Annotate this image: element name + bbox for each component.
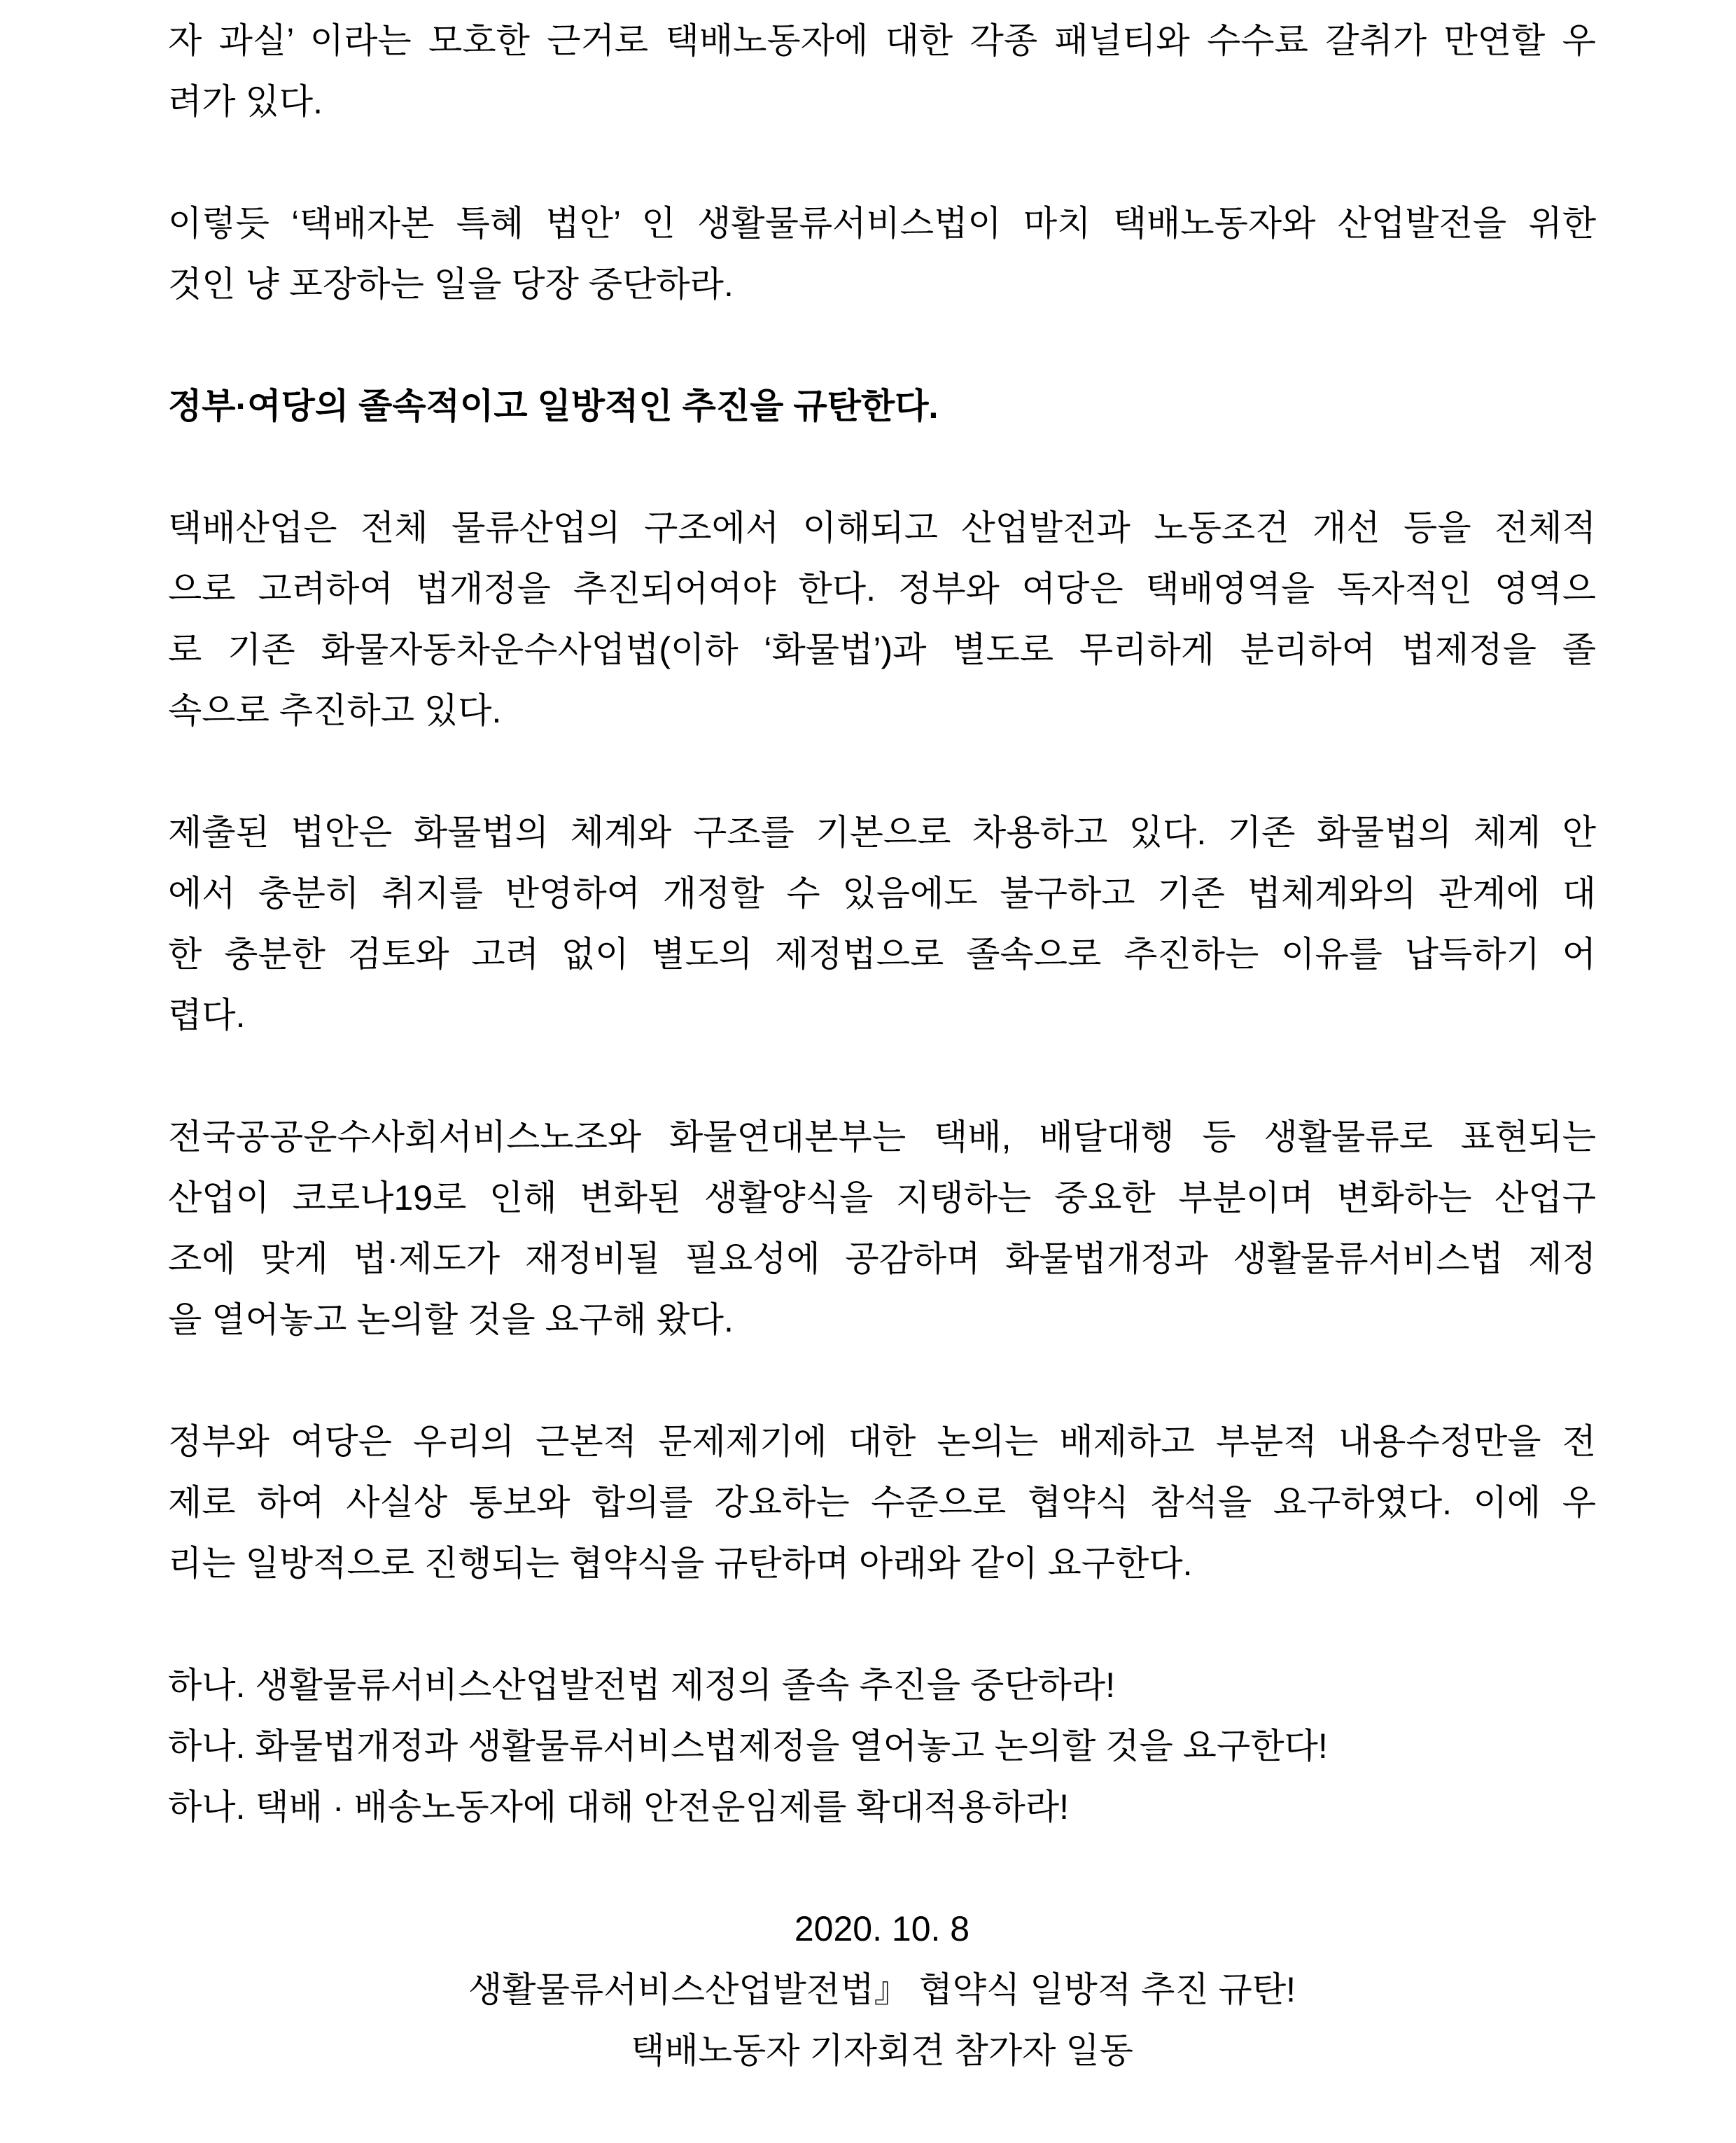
paragraph-bill-structure — [168, 802, 1596, 1046]
paragraph-stop-packaging — [168, 193, 1596, 315]
body-line: 리는 일방적으로 진행되는 협약식을 규탄하며 아래와 같이 요구한다. — [168, 1544, 1193, 1583]
body-line: 을 열어놓고 논의할 것을 요구해 왔다. — [168, 1300, 734, 1339]
demand-line: 하나. 화물법개정과 생활물류서비스법제정을 열어놓고 논의할 것을 요구한다! — [168, 1726, 1328, 1766]
paragraph-industry-structure — [168, 498, 1596, 741]
section-heading-denounce — [168, 376, 1596, 437]
body-line: 정부와 여당은 우리의 근본적 문제제기에 대한 논의는 배제하고 부분적 내용수정만을 전 — [168, 1422, 1596, 1461]
body-line: 제로 하여 사실상 통보와 합의를 강요하는 수준으로 협약식 참석을 요구하였다. 이에 우 — [168, 1483, 1596, 1522]
demand-line: 하나. 택배 · 배송노동자에 대해 안전운임제를 확대적용하라! — [168, 1787, 1069, 1827]
body-line: 에서 충분히 취지를 반영하여 개정할 수 있음에도 불구하고 기존 법체계와의 관계에 대 — [168, 874, 1596, 913]
body-line: 이렇듯 ‘택배자본 특혜 법안’ 인 생활물류서비스법이 마치 택배노동자와 산업발전을 위한 — [168, 204, 1596, 243]
demands-list — [168, 1655, 1596, 1838]
body-line: 로 기존 화물자동차운수사업법(이하 ‘화물법’)과 별도로 무리하게 분리하여 법제정을 졸 — [168, 630, 1596, 669]
body-line: 조에 맞게 법·제도가 재정비될 필요성에 공감하며 화물법개정과 생활물류서비스법 제정 — [168, 1239, 1596, 1278]
heading-line: 정부·여당의 졸속적이고 일방적인 추진을 규탄한다. — [168, 386, 939, 426]
body-line: 것인 냥 포장하는 일을 당장 중단하라. — [168, 265, 734, 304]
body-line: 속으로 추진하고 있다. — [168, 691, 502, 730]
body-line: 택배산업은 전체 물류산업의 구조에서 이해되고 산업발전과 노동조건 개선 등을 전체적 — [168, 508, 1596, 547]
body-line: 려가 있다. — [168, 82, 323, 121]
body-line: 전국공공운수사회서비스노조와 화물연대본부는 택배, 배달대행 등 생활물류로 표현되는 — [168, 1117, 1596, 1157]
paragraph-union-position — [168, 1107, 1596, 1350]
body-line: 제출된 법안은 화물법의 체계와 구조를 기본으로 차용하고 있다. 기존 화물법의 체계 안 — [168, 813, 1596, 852]
body-line: 산업이 코로나19로 인해 변화된 생활양식을 지탱하는 중요한 부분이며 변화하는 산업구 — [168, 1178, 1596, 1217]
paragraph-government-exclusion — [168, 1411, 1596, 1594]
body-line: 으로 고려하여 법개정을 추진되어여야 한다. 정부와 여당은 택배영역을 독자적인 영역으 — [168, 569, 1596, 608]
demand-line: 하나. 생활물류서비스산업발전법 제정의 졸속 추진을 중단하라! — [168, 1666, 1116, 1705]
signatory-line: 택배노동자 기자회견 참가자 일동 — [631, 2031, 1133, 2070]
body-line: 한 충분한 검토와 고려 없이 별도의 제정법으로 졸속으로 추진하는 이유를 납득하기 어 — [168, 935, 1596, 974]
body-line: 렵다. — [168, 996, 246, 1035]
slogan-line: 생활물류서비스산업발전법』 협약식 일방적 추진 규탄! — [468, 1970, 1296, 2009]
body-line: 자 과실’ 이라는 모호한 근거로 택배노동자에 대한 각종 패널티와 수수료 갈취가 만연할 우 — [168, 21, 1596, 60]
date-line: 2020. 10. 8 — [794, 1909, 970, 1948]
paragraph-penalty-risk — [168, 11, 1596, 132]
signature-footer — [168, 1899, 1596, 2081]
